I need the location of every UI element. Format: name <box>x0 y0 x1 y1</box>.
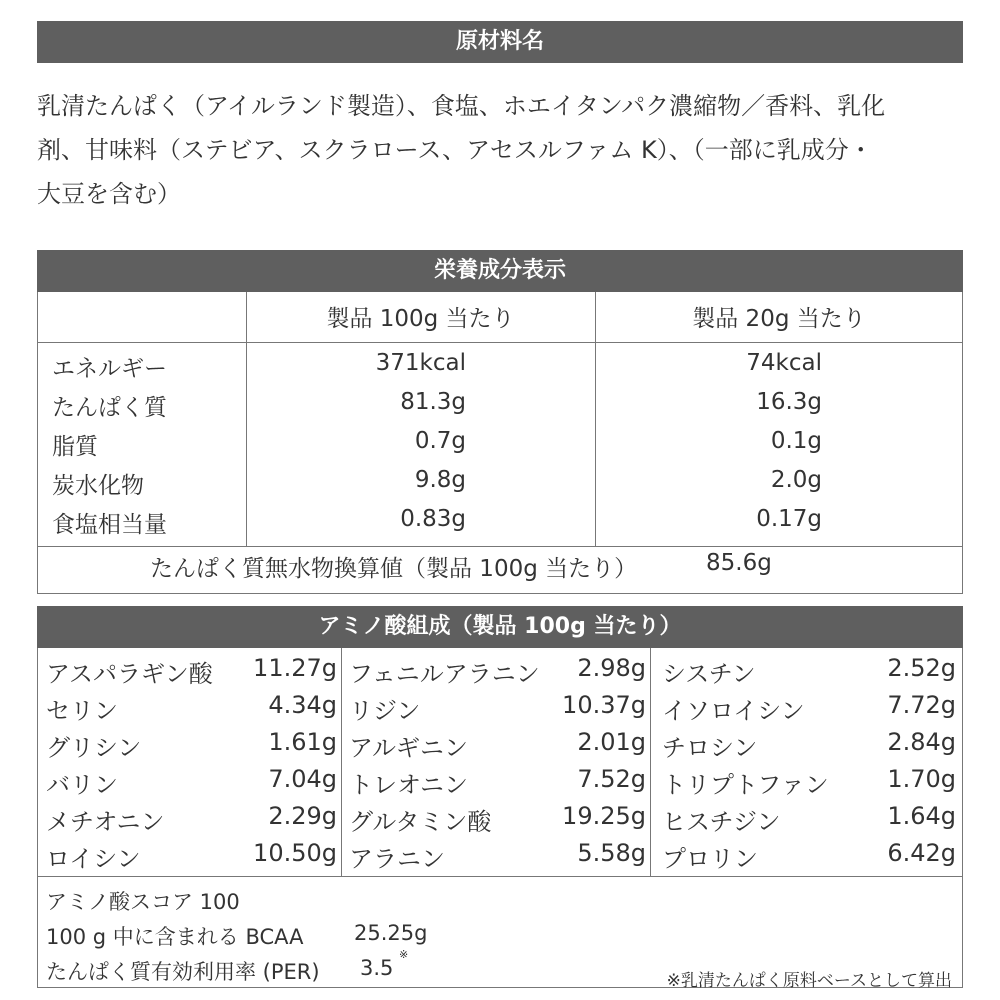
nutrition-value-per100: 371kcal <box>375 350 466 376</box>
nutrition-value-per100: 81.3g <box>400 389 466 415</box>
bcaa-value: 25.25g <box>354 921 428 945</box>
nutrition-label: 食塩相当量 <box>52 512 167 538</box>
amino-name: リジン <box>349 697 421 725</box>
col-header-per20: 製品 20g 当たり <box>692 306 866 332</box>
amino-value: 5.58g <box>577 839 646 867</box>
amino-value: 7.52g <box>577 765 646 793</box>
amino-value: 6.42g <box>887 839 956 867</box>
ingredients-line: 大豆を含む） <box>37 180 181 208</box>
amino-name: グリシン <box>46 734 142 762</box>
nutrition-value-per20: 0.17g <box>756 506 822 532</box>
amino-name: セリン <box>46 697 118 725</box>
amino-name: ヒスチジン <box>662 808 781 836</box>
nutrition-label: エネルギー <box>52 356 167 382</box>
amino-value: 2.84g <box>887 728 956 756</box>
nutrition-value-per20: 0.1g <box>770 428 822 454</box>
nutrition-value-per100: 0.83g <box>400 506 466 532</box>
row-divider <box>38 876 962 877</box>
nutrition-header: 栄養成分表示 <box>37 250 963 292</box>
nutrition-label: 脂質 <box>52 434 98 460</box>
amino-name: トリプトファン <box>662 771 829 799</box>
nutrition-value-per20: 16.3g <box>756 389 822 415</box>
amino-value: 1.61g <box>268 728 337 756</box>
amino-name: プロリン <box>662 845 758 873</box>
amino-name: アルギニン <box>349 734 469 762</box>
per-value: 3.5 <box>360 956 394 980</box>
amino-name: ロイシン <box>46 845 141 873</box>
anhydrous-value: 85.6g <box>706 550 772 576</box>
amino-table <box>37 648 963 991</box>
nutrition-table <box>37 292 963 594</box>
ingredients-header: 原材料名 <box>37 21 963 63</box>
amino-value: 2.29g <box>268 802 337 830</box>
amino-name: トレオニン <box>349 771 469 799</box>
amino-value: 2.01g <box>577 728 646 756</box>
amino-name: アスパラギン酸 <box>46 660 213 688</box>
amino-value: 11.27g <box>253 654 337 682</box>
amino-name: バリン <box>46 771 118 799</box>
nutrition-value-per100: 9.8g <box>414 467 466 493</box>
amino-name: チロシン <box>662 734 758 762</box>
amino-value: 7.72g <box>887 691 956 719</box>
amino-header: アミノ酸組成（製品 100g 当たり） <box>37 606 963 648</box>
amino-name: イソロイシン <box>662 697 805 725</box>
amino-score: アミノ酸スコア 100 <box>46 890 240 914</box>
per-label: たんぱく質有効利用率 (PER) <box>46 960 320 984</box>
amino-name: フェニルアラニン <box>349 660 540 688</box>
nutrition-label: たんぱく質 <box>52 395 167 421</box>
amino-value: 1.70g <box>887 765 956 793</box>
amino-value: 2.52g <box>887 654 956 682</box>
amino-value: 19.25g <box>562 802 646 830</box>
amino-value: 2.98g <box>577 654 646 682</box>
amino-name: アラニン <box>349 845 445 873</box>
amino-value: 4.34g <box>268 691 337 719</box>
footnote: ※乳清たんぱく原料ベースとして算出 <box>666 971 952 991</box>
bcaa-label: 100 g 中に含まれる BCAA <box>46 925 304 949</box>
nutrition-label: 炭水化物 <box>52 473 144 499</box>
column-divider <box>650 648 651 876</box>
nutrition-value-per20: 74kcal <box>746 350 822 376</box>
ingredients-line: 乳清たんぱく（アイルランド製造）、食塩、ホエイタンパク濃縮物／香料、乳化 <box>37 92 886 120</box>
amino-value: 1.64g <box>887 802 956 830</box>
footnote-mark: ※ <box>399 948 409 961</box>
amino-name: シスチン <box>662 660 756 688</box>
amino-name: グルタミン酸 <box>349 808 492 836</box>
row-divider <box>38 342 962 343</box>
column-divider <box>341 648 342 876</box>
ingredients-text <box>37 84 963 216</box>
amino-value: 10.37g <box>562 691 646 719</box>
amino-value: 10.50g <box>253 839 337 867</box>
anhydrous-label: たんぱく質無水物換算値（製品 100g 当たり） <box>150 556 638 582</box>
amino-value: 7.04g <box>268 765 337 793</box>
amino-name: メチオニン <box>46 808 165 836</box>
nutrition-value-per100: 0.7g <box>414 428 466 454</box>
nutrition-value-per20: 2.0g <box>770 467 822 493</box>
row-divider <box>38 546 962 547</box>
col-header-per100: 製品 100g 当たり <box>326 306 515 332</box>
ingredients-line: 剤、甘味料（ステビア、スクラロース、アセスルファム K）、（一部に乳成分・ <box>37 136 873 164</box>
